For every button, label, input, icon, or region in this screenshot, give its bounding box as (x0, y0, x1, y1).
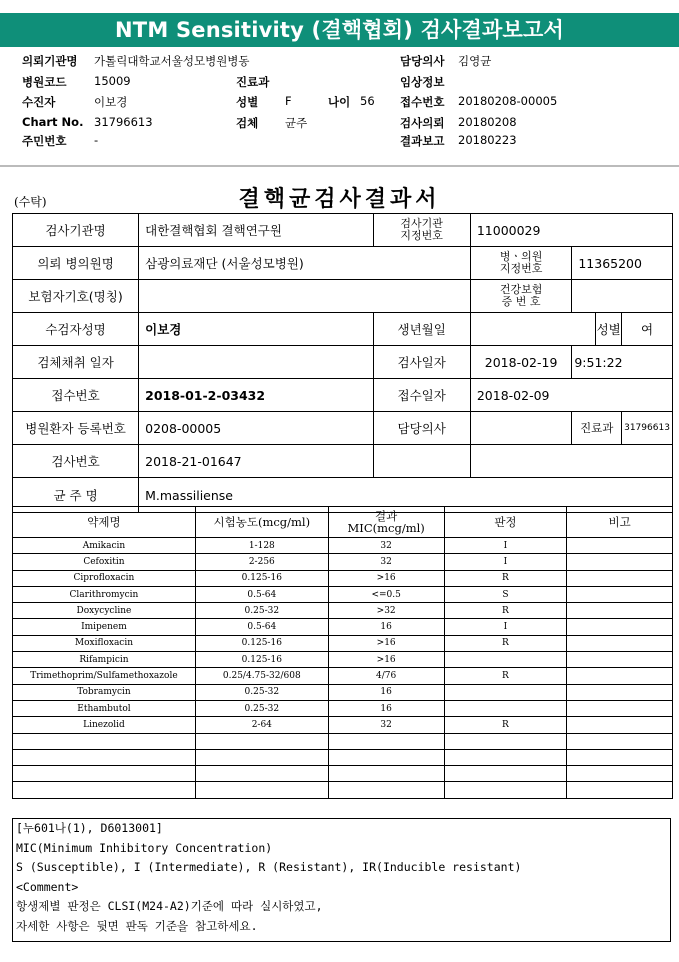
test-conc: 0.25/4.75-32/608 (195, 668, 328, 684)
receipt-no-label: 접수번호 (13, 379, 139, 412)
mic-value: 32 (328, 717, 444, 733)
drug-name: Linezolid (13, 717, 196, 733)
judgement (444, 700, 567, 716)
specimen-value: 균주 (285, 116, 308, 130)
judgement: R (444, 635, 567, 651)
dob-value (470, 313, 595, 346)
age-value: 56 (360, 94, 375, 108)
remark (567, 619, 673, 635)
dob-label: 생년월일 (373, 313, 470, 346)
mic-value: 32 (328, 554, 444, 570)
dept-value: 31796613 (622, 412, 673, 445)
test-no-extra-2 (470, 445, 672, 478)
drug-name: Imipenem (13, 619, 196, 635)
table-row (13, 619, 673, 635)
note-comment-line2: 자세한 사항은 뒷면 판독 기준을 참고하세요. (16, 918, 258, 933)
remark (567, 635, 673, 651)
patient-name-value: 이보경 (139, 313, 373, 346)
table-row (13, 570, 673, 586)
age-label: 나이 (328, 95, 351, 109)
note-code: [누601나(1), D6013001] (16, 821, 163, 835)
drug-name: Ethambutol (13, 700, 196, 716)
receipt-date-value: 2018-02-09 (470, 379, 672, 412)
section-divider (0, 165, 679, 167)
mic-value: 4/76 (328, 668, 444, 684)
table-row (13, 554, 673, 570)
drug-name: Moxifloxacin (13, 635, 196, 651)
table-row (13, 652, 673, 668)
judgement: R (444, 717, 567, 733)
mic-value: >16 (328, 635, 444, 651)
dept-label: 진료과 (572, 412, 622, 445)
mic-header-line2: MIC(mcg/ml) (347, 521, 425, 535)
nhi-label-line1: 건강보험 (499, 283, 543, 296)
test-conc: 2-64 (195, 717, 328, 733)
mic-value: >32 (328, 603, 444, 619)
code-value: 15009 (94, 74, 131, 88)
specimen-label: 검체 (236, 116, 259, 130)
id-value: - (94, 133, 99, 147)
remark (567, 586, 673, 602)
remark (567, 554, 673, 570)
request-value: 20180208 (458, 115, 517, 129)
drug-name: Clarithromycin (13, 586, 196, 602)
registration-label: 병원환자 등록번호 (13, 412, 139, 445)
empty-row (13, 733, 673, 749)
table-row (13, 635, 673, 651)
mic-value: 32 (328, 538, 444, 554)
remark (567, 717, 673, 733)
collect-date-label: 검체채취 일자 (13, 346, 139, 379)
test-conc: 0.25-32 (195, 684, 328, 700)
table-row (13, 717, 673, 733)
judgement: I (444, 538, 567, 554)
ref-hospital-label: 의뢰 병의원명 (13, 247, 139, 280)
dept-label: 진료과 (236, 75, 270, 89)
consignment-tag: (수탁) (14, 195, 47, 209)
receipt-no-value: 2018-01-2-03432 (139, 379, 373, 412)
drug-name: Amikacin (13, 538, 196, 554)
patient-name-label: 수검자성명 (13, 313, 139, 346)
remark (567, 570, 673, 586)
drug-sensitivity-table (12, 506, 673, 799)
mic-value: <=0.5 (328, 586, 444, 602)
test-conc: 0.125-16 (195, 652, 328, 668)
test-conc: 0.5-64 (195, 586, 328, 602)
org-id-label-line1: 검사기관 (400, 217, 443, 230)
judgement: S (444, 586, 567, 602)
table-row (13, 586, 673, 602)
table-row (13, 538, 673, 554)
attending-doctor-value (470, 412, 572, 445)
patient-sex-label: 성별 (596, 313, 622, 346)
mic-header (328, 507, 444, 538)
judgement (444, 652, 567, 668)
table-row (13, 700, 673, 716)
judgement: R (444, 603, 567, 619)
table-row (13, 603, 673, 619)
org-id-label (373, 214, 470, 247)
note-comment-line1: 항생제별 판정은 CLSI(M24-A2)기준에 따라 실시하였고, (16, 899, 323, 913)
sex-label: 성별 (236, 95, 259, 109)
mic-value: 16 (328, 700, 444, 716)
insurer-value (139, 280, 471, 313)
mic-value: >16 (328, 570, 444, 586)
report-date-value: 20180223 (458, 133, 517, 147)
nhi-label-line2: 증 번 호 (501, 295, 541, 308)
test-conc: 1-128 (195, 538, 328, 554)
note-legend: S (Susceptible), I (Intermediate), R (Resistant), IR(Inducible resistant) (16, 860, 522, 874)
test-no-extra-1 (373, 445, 470, 478)
remark (567, 668, 673, 684)
test-conc: 0.25-32 (195, 700, 328, 716)
mic-value: >16 (328, 652, 444, 668)
table-row (13, 668, 673, 684)
empty-row (13, 749, 673, 765)
test-conc: 0.25-32 (195, 603, 328, 619)
org-value: 대한결핵협회 결핵연구원 (139, 214, 373, 247)
test-conc: 0.125-16 (195, 570, 328, 586)
judgement: I (444, 619, 567, 635)
sex-value: F (285, 94, 292, 108)
org-id-label-line2: 지정번호 (400, 229, 443, 242)
drug-name: Cefoxitin (13, 554, 196, 570)
test-date-value: 2018-02-19 (470, 346, 572, 379)
receipt-date-label: 접수일자 (373, 379, 470, 412)
note-header: 비고 (567, 507, 673, 538)
doctor-label: 담당의사 (400, 54, 445, 68)
judgement: I (444, 554, 567, 570)
receipt-label: 접수번호 (400, 95, 445, 109)
mic-value: 16 (328, 684, 444, 700)
request-label: 검사의뢰 (400, 116, 445, 130)
mic-value: 16 (328, 619, 444, 635)
collector-label: 수진자 (22, 95, 56, 109)
chart-no-value: 31796613 (94, 115, 153, 129)
collector-value: 이보경 (94, 95, 128, 109)
clinical-info-label: 임상정보 (400, 75, 445, 89)
report-date-label: 결과보고 (400, 134, 445, 148)
empty-row (13, 782, 673, 798)
remark (567, 684, 673, 700)
drug-header: 약제명 (13, 507, 196, 538)
drug-name: Ciprofloxacin (13, 570, 196, 586)
note-comment-heading: <Comment> (16, 879, 79, 894)
strain-label: 균 주 명 (13, 478, 139, 513)
receipt-value: 20180208-00005 (458, 94, 558, 108)
remark (567, 652, 673, 668)
ref-hospital-value: 삼광의료재단 (서울성모병원) (139, 247, 471, 280)
specimen-info-table (12, 213, 673, 513)
hospital-value: 가톨릭대학교서울성모병원병동 (94, 54, 250, 68)
drug-name: Trimethoprim/Sulfamethoxazole (13, 668, 196, 684)
test-conc: 0.125-16 (195, 635, 328, 651)
conc-header: 시험농도(mcg/ml) (195, 507, 328, 538)
report-header-title: NTM Sensitivity (결핵협회) 검사결과보고서 (0, 13, 679, 47)
mic-header-line1: 결과 (375, 509, 398, 523)
nhi-label (470, 280, 572, 313)
insurer-label: 보험자기호(명칭) (13, 280, 139, 313)
test-conc: 0.5-64 (195, 619, 328, 635)
attending-doctor-label: 담당의사 (373, 412, 470, 445)
remark (567, 538, 673, 554)
org-label: 검사기관명 (13, 214, 139, 247)
ref-id-value: 11365200 (572, 247, 673, 280)
result-document-title: 결핵균검사결과서 (238, 186, 441, 212)
ref-id-label (470, 247, 572, 280)
drug-name: Doxycycline (13, 603, 196, 619)
judgement: R (444, 570, 567, 586)
nhi-value (572, 280, 673, 313)
hospital-label: 의뢰기관명 (22, 54, 78, 68)
comment-box (12, 818, 671, 942)
judgement: R (444, 668, 567, 684)
test-date-label: 검사일자 (373, 346, 470, 379)
chart-no-label: Chart No. (22, 115, 84, 129)
strain-value: M.massiliense (139, 478, 673, 513)
remark (567, 603, 673, 619)
judge-header: 판정 (444, 507, 567, 538)
org-id-value: 11000029 (470, 214, 672, 247)
test-no-label: 검사번호 (13, 445, 139, 478)
drug-name: Rifampicin (13, 652, 196, 668)
doctor-value: 김영균 (458, 54, 492, 68)
remark (567, 700, 673, 716)
code-label: 병원코드 (22, 75, 67, 89)
test-no-value: 2018-21-01647 (139, 445, 373, 478)
empty-row (13, 766, 673, 782)
collect-date-value (139, 346, 373, 379)
patient-sex-value: 여 (622, 313, 673, 346)
registration-value: 0208-00005 (139, 412, 373, 445)
test-conc: 2-256 (195, 554, 328, 570)
test-time-value: 9:51:22 (572, 346, 673, 379)
judgement (444, 684, 567, 700)
id-label: 주민번호 (22, 134, 67, 148)
drug-name: Tobramycin (13, 684, 196, 700)
ref-id-label-line2: 지정번호 (499, 262, 543, 275)
table-row (13, 684, 673, 700)
note-mic-definition: MIC(Minimum Inhibitory Concentration) (16, 840, 273, 855)
ref-id-label-line1: 병ㆍ의원 (499, 250, 543, 263)
